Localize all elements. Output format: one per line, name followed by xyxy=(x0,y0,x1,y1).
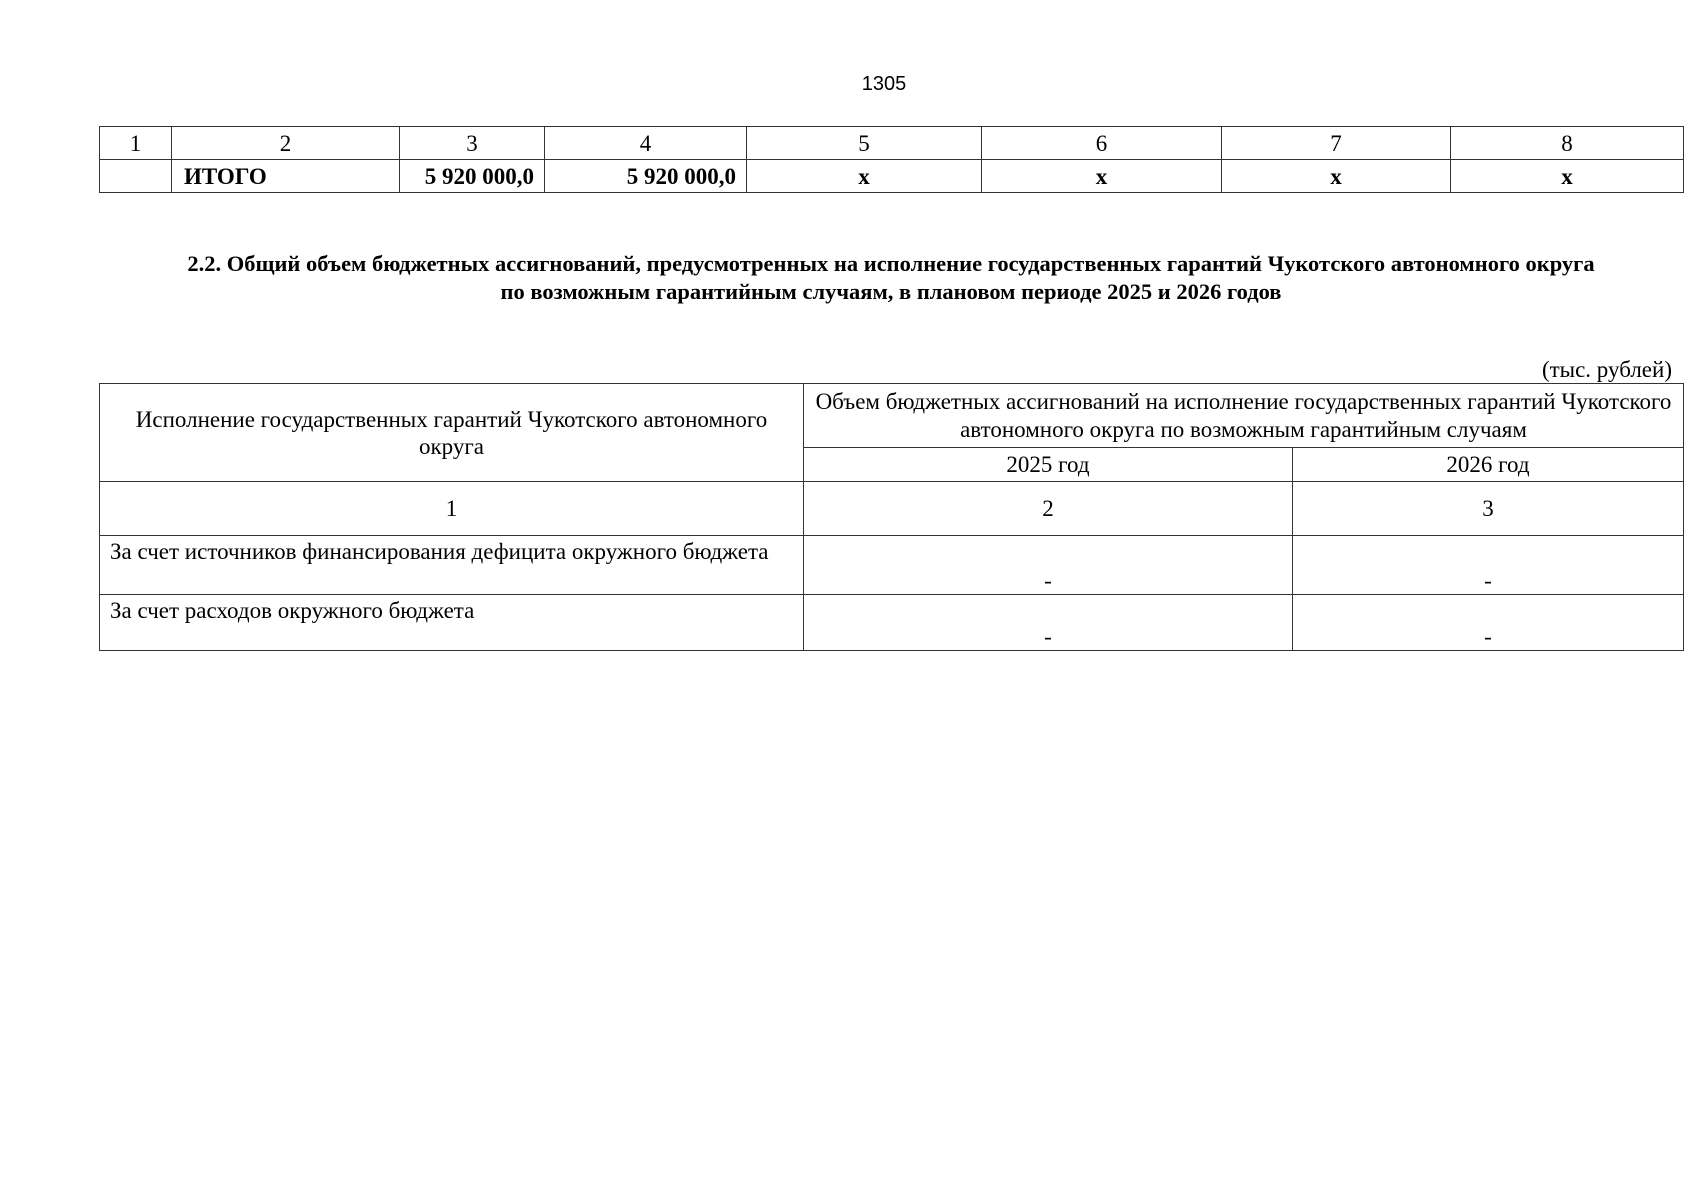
column-number-cell: 4 xyxy=(545,127,747,160)
column-number-row xyxy=(100,482,1684,536)
section-title-line2: по возможным гарантийным случаям, в плановом периоде 2025 и 2026 годов xyxy=(500,279,1282,304)
appropriations-table xyxy=(99,383,1684,651)
total-amount-col4: 5 920 000,0 xyxy=(545,160,747,193)
column-number-cell: 2 xyxy=(172,127,400,160)
total-mark-col8: х xyxy=(1451,160,1684,193)
column-number-cell: 8 xyxy=(1451,127,1684,160)
total-amount-col3: 5 920 000,0 xyxy=(400,160,545,193)
column-number-cell: 3 xyxy=(1293,482,1684,536)
column-number-cell: 3 xyxy=(400,127,545,160)
unit-label: (тыс. рублей) xyxy=(1541,357,1672,382)
value-2026: - xyxy=(1293,536,1684,595)
section-title-line1: 2.2. Общий объем бюджетных ассигнований, предусмотренных на исполнение государственных гарантий Чукотского автономного округа xyxy=(187,251,1595,276)
header-year-2025: 2025 год xyxy=(804,448,1293,482)
total-empty-cell xyxy=(100,160,172,193)
value-2026: - xyxy=(1293,595,1684,651)
column-number-cell: 1 xyxy=(100,482,804,536)
column-number-cell: 5 xyxy=(747,127,982,160)
row-label: За счет расходов окружного бюджета xyxy=(100,595,804,651)
row-label: За счет источников финансирования дефицита окружного бюджета xyxy=(100,536,804,595)
section-title xyxy=(99,250,1683,306)
total-row xyxy=(100,160,1684,193)
table-row xyxy=(100,595,1684,651)
header-appropriations-volume: Объем бюджетных ассигнований на исполнение государственных гарантий Чукотского автономного округа по возможным гарантийным случаям xyxy=(804,384,1684,448)
total-mark-col7: х xyxy=(1222,160,1451,193)
value-2025: - xyxy=(804,536,1293,595)
column-number-row xyxy=(100,127,1684,160)
column-number-cell: 2 xyxy=(804,482,1293,536)
total-mark-col6: х xyxy=(982,160,1222,193)
guarantees-table-continuation xyxy=(99,126,1684,193)
header-year-2026: 2026 год xyxy=(1293,448,1684,482)
table-row xyxy=(100,536,1684,595)
header-row xyxy=(100,384,1684,448)
column-number-cell: 6 xyxy=(982,127,1222,160)
header-guarantee-execution: Исполнение государственных гарантий Чукотского автономного округа xyxy=(100,384,804,482)
total-mark-col5: х xyxy=(747,160,982,193)
value-2025: - xyxy=(804,595,1293,651)
total-label: ИТОГО xyxy=(172,160,400,193)
column-number-cell: 7 xyxy=(1222,127,1451,160)
column-number-cell: 1 xyxy=(100,127,172,160)
page-number: 1305 xyxy=(861,73,907,95)
